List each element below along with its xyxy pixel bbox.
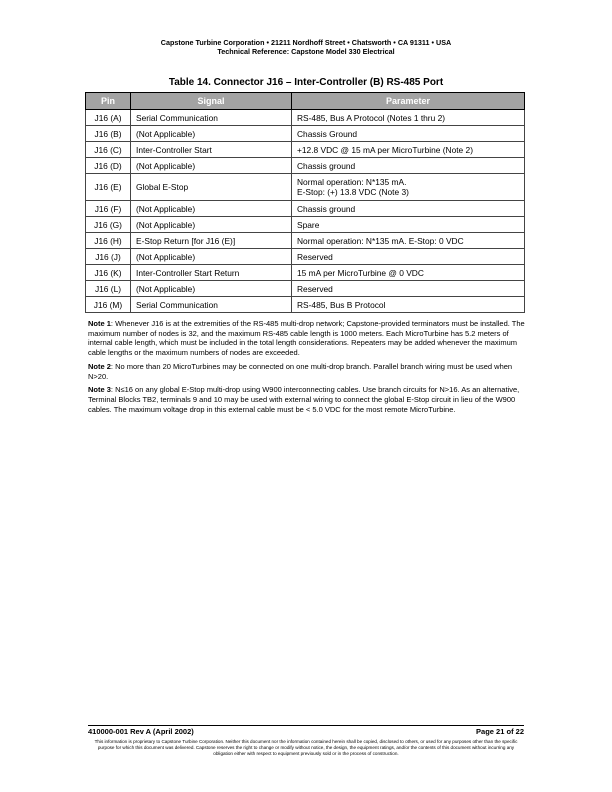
table-row bbox=[86, 126, 525, 142]
table-row bbox=[86, 249, 525, 265]
note-3 bbox=[88, 385, 526, 414]
parameter-cell: Spare bbox=[292, 217, 525, 233]
table-header-row bbox=[86, 93, 525, 110]
pin-cell: J16 (B) bbox=[86, 126, 131, 142]
pin-cell: J16 (G) bbox=[86, 217, 131, 233]
header-company-line: Capstone Turbine Corporation • 21211 Nordhoff Street • Chatsworth • CA 91311 • USA bbox=[160, 38, 452, 47]
table-row bbox=[86, 174, 525, 201]
parameter-cell: RS-485, Bus A Protocol (Notes 1 thru 2) bbox=[292, 110, 525, 126]
column-header-parameter: Parameter bbox=[292, 93, 525, 110]
pin-cell: J16 (J) bbox=[86, 249, 131, 265]
pin-cell: J16 (K) bbox=[86, 265, 131, 281]
note-2 bbox=[88, 362, 526, 381]
signal-cell: Inter-Controller Start Return bbox=[131, 265, 292, 281]
connector-table bbox=[85, 92, 525, 313]
pin-cell: J16 (H) bbox=[86, 233, 131, 249]
proprietary-disclaimer: This information is proprietary to Capstone Turbine Corporation. Neither this document nor the information contained herein shall be copied, disclosed to others, or used for any purposes other than the specific purpose for which this document was delivered. Capstone reserves the right to change or modify without notice, the design, the equipment ratings, and/or the contents of this document without incurring any obligation either with respect to equipment previously sold or in the process of construction. bbox=[94, 739, 518, 757]
signal-cell: (Not Applicable) bbox=[131, 249, 292, 265]
document-id: 410000-001 Rev A (April 2002) bbox=[88, 727, 194, 736]
note-label: Note 1 bbox=[88, 319, 111, 328]
parameter-cell: Chassis ground bbox=[292, 201, 525, 217]
table-row bbox=[86, 158, 525, 174]
table-row bbox=[86, 201, 525, 217]
column-header-signal: Signal bbox=[131, 93, 292, 110]
table-row bbox=[86, 233, 525, 249]
column-header-pin: Pin bbox=[86, 93, 131, 110]
pin-cell: J16 (C) bbox=[86, 142, 131, 158]
parameter-cell bbox=[292, 174, 525, 201]
pin-cell: J16 (D) bbox=[86, 158, 131, 174]
signal-cell: (Not Applicable) bbox=[131, 158, 292, 174]
signal-cell: Serial Communication bbox=[131, 297, 292, 313]
signal-cell: Serial Communication bbox=[131, 110, 292, 126]
parameter-cell: 15 mA per MicroTurbine @ 0 VDC bbox=[292, 265, 525, 281]
footer-divider bbox=[88, 725, 524, 726]
signal-cell: (Not Applicable) bbox=[131, 126, 292, 142]
table-row bbox=[86, 142, 525, 158]
signal-cell: (Not Applicable) bbox=[131, 201, 292, 217]
notes-section bbox=[88, 319, 526, 418]
signal-cell: Global E-Stop bbox=[131, 174, 292, 201]
pin-cell: J16 (M) bbox=[86, 297, 131, 313]
pin-cell: J16 (L) bbox=[86, 281, 131, 297]
signal-cell: (Not Applicable) bbox=[131, 281, 292, 297]
note-text: : N≤16 on any global E-Stop multi-drop using W900 interconnecting cables. Use branch circuits for N>16. As an alternative, Terminal Blocks TB2, terminals 9 and 10 may be used with external wiring to connect the global E-Stop circuit in lieu of the W900 cables. The maximum voltage drop in this external cable must be < 5.0 VDC for the most remote MicroTurbine. bbox=[88, 385, 520, 414]
table-row bbox=[86, 297, 525, 313]
table-row bbox=[86, 110, 525, 126]
pin-cell: J16 (F) bbox=[86, 201, 131, 217]
signal-cell: E-Stop Return [for J16 (E)] bbox=[131, 233, 292, 249]
parameter-cell: Chassis Ground bbox=[292, 126, 525, 142]
pin-cell: J16 (A) bbox=[86, 110, 131, 126]
pin-cell: J16 (E) bbox=[86, 174, 131, 201]
signal-cell: Inter-Controller Start bbox=[131, 142, 292, 158]
parameter-line-2: E-Stop: (+) 13.8 VDC (Note 3) bbox=[297, 187, 409, 197]
header-reference-line: Technical Reference: Capstone Model 330 Electrical bbox=[217, 47, 395, 56]
page-header bbox=[0, 38, 612, 56]
table-row bbox=[86, 265, 525, 281]
parameter-cell: Reserved bbox=[292, 281, 525, 297]
parameter-cell: Chassis ground bbox=[292, 158, 525, 174]
page-number: Page 21 of 22 bbox=[476, 727, 524, 736]
table-row bbox=[86, 217, 525, 233]
note-label: Note 2 bbox=[88, 361, 111, 371]
parameter-cell: +12.8 VDC @ 15 mA per MicroTurbine (Note 2) bbox=[292, 142, 525, 158]
note-text: : Whenever J16 is at the extremities of the RS-485 multi-drop network; Capstone-provided terminators must be installed. The maximum number of nodes is 32, and the maximum RS-485 cable length is 1000 meters. Each MicroTurbine has 5.2 meters of internal cable length, which must be included in the total length considerations. Repeaters may be added whenever the maximum cable lengths or the maximum numbers of nodes are exceeded. bbox=[88, 319, 525, 358]
parameter-cell: RS-485, Bus B Protocol bbox=[292, 297, 525, 313]
parameter-line-1: Normal operation: N*135 mA. bbox=[297, 177, 407, 187]
note-label: Note 3 bbox=[88, 385, 111, 395]
note-text: : No more than 20 MicroTurbines may be connected on one multi-drop branch. Parallel branch wiring must be used when N>20. bbox=[88, 361, 513, 381]
table-row bbox=[86, 281, 525, 297]
table-title: Table 14. Connector J16 – Inter-Controller (B) RS-485 Port bbox=[168, 77, 444, 88]
note-1 bbox=[88, 319, 526, 358]
parameter-cell: Normal operation: N*135 mA. E-Stop: 0 VDC bbox=[292, 233, 525, 249]
parameter-cell: Reserved bbox=[292, 249, 525, 265]
signal-cell: (Not Applicable) bbox=[131, 217, 292, 233]
